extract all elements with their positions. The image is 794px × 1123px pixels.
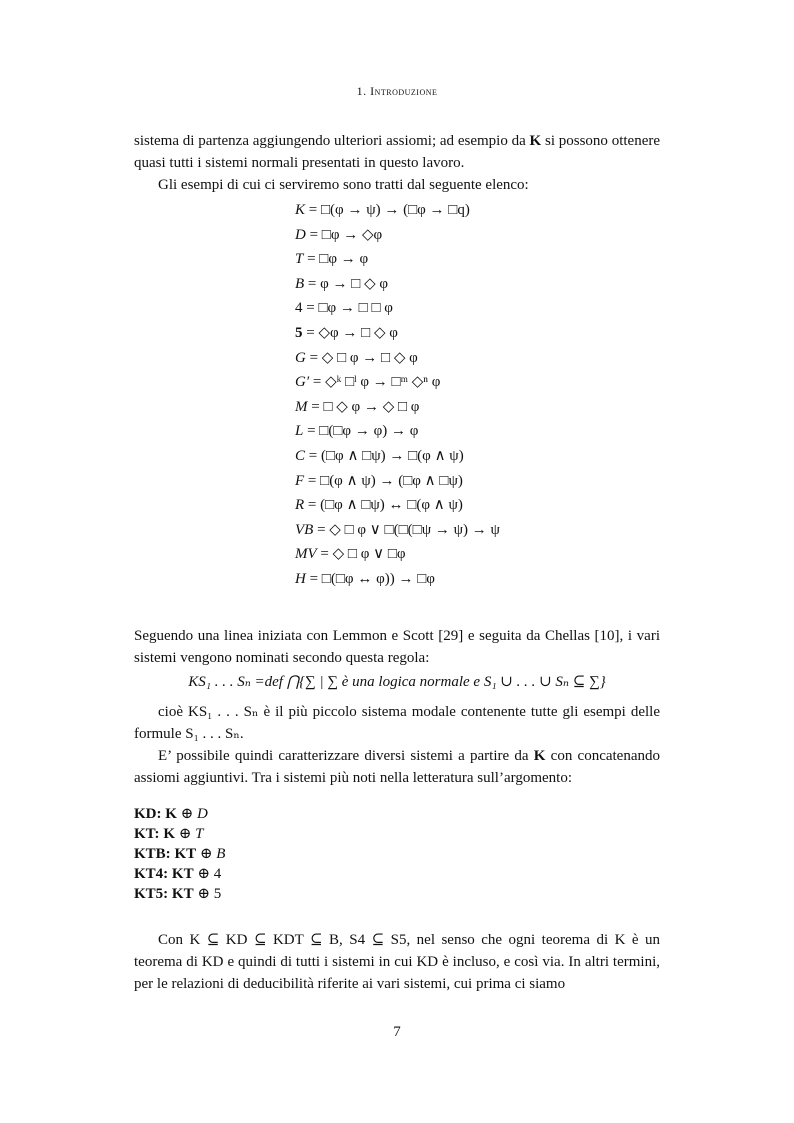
system-op: ⊕ (174, 826, 196, 842)
system-axiom: B (216, 846, 226, 862)
axiom-formula: = □(φ ∧ ψ) → (□φ ∧ □ψ) (304, 472, 463, 489)
axiom-name: 5 (295, 324, 303, 341)
axiom-name: VB (295, 521, 314, 538)
system-row (134, 844, 225, 864)
para5-after: con concatenando assiomi aggiuntivi. Tra i sistemi più noti nella letteratura sull’argomento: (134, 748, 660, 786)
para3-text: Seguendo una linea iniziata con Lemmon e Scott [29] e seguita da Chellas [10], i vari sistemi vengono nominati secondo questa regola: (134, 628, 660, 666)
axiom-name: K (295, 202, 306, 218)
system-base: KT (171, 886, 194, 902)
system-axiom: 5 (213, 886, 222, 902)
axiom-row (295, 518, 500, 543)
paragraph-3 (134, 625, 660, 669)
axiom-row (295, 567, 500, 592)
system-base: KT (171, 866, 194, 882)
axiom-row (295, 419, 500, 444)
system-op: ⊕ (176, 806, 197, 822)
paragraph-2 (134, 174, 660, 196)
axiom-row (295, 223, 500, 248)
axiom-list (295, 198, 500, 592)
system-axiom: T (195, 826, 204, 842)
axiom-row (295, 444, 500, 469)
paragraph-6 (134, 929, 660, 995)
para5-bold: K (533, 748, 546, 764)
axiom-row (295, 346, 500, 371)
system-base: KT (174, 846, 197, 862)
axiom-formula: = ◇ᵏ □ˡ φ → □ᵐ ◇ⁿ φ (309, 374, 441, 391)
system-label: KT: (134, 826, 160, 842)
system-row (134, 884, 225, 904)
running-header: 1. Introduzione (356, 84, 438, 98)
paragraph-5 (134, 745, 660, 789)
axiom-row (295, 272, 500, 297)
systems-list (134, 804, 225, 904)
axiom-formula: = (□φ ∧ □ψ) ↔ □(φ ∧ ψ) (304, 497, 463, 514)
paragraph-1 (134, 130, 660, 174)
axiom-formula: = □(□φ ↔ φ)) → □φ (305, 570, 435, 587)
system-label: KT4: (134, 866, 169, 882)
system-row (134, 824, 225, 844)
axiom-name: T (295, 251, 304, 268)
paragraph-4 (134, 701, 660, 745)
system-op: ⊕ (193, 866, 214, 882)
system-axiom: D (197, 806, 208, 822)
axiom-formula: = □φ → ◇φ (305, 226, 383, 243)
system-row (134, 804, 225, 824)
axiom-name: G (295, 349, 306, 366)
system-label: KTB: (134, 846, 171, 862)
para1-after: si possono ottenere quasi tutti i sistemi normali presentati in questo lavoro. (134, 133, 661, 171)
system-op: ⊕ (193, 886, 214, 902)
para1-before: sistema di partenza aggiungendo ulteriori assiomi; ad esempio da (134, 133, 530, 149)
axiom-row (295, 493, 500, 518)
axiom-name: F (295, 472, 305, 489)
axiom-formula: = □φ → □ □ φ (302, 300, 393, 317)
axiom-name: 4 (295, 300, 303, 317)
axiom-name: M (295, 398, 308, 415)
axiom-formula: = ◇ □ φ ∨ □(□(□ψ → ψ) → ψ (313, 521, 500, 538)
axiom-formula: = ◇ □ φ → □ ◇ φ (305, 349, 418, 366)
axiom-name: L (295, 423, 304, 440)
axiom-name: MV (295, 546, 317, 563)
page-number: 7 (393, 1024, 401, 1040)
axiom-formula: = □ ◇ φ → ◇ □ φ (307, 398, 420, 415)
system-axiom: 4 (213, 866, 222, 882)
axiom-row (295, 296, 500, 321)
axiom-formula: = φ → □ ◇ φ (304, 275, 389, 292)
axiom-row (295, 198, 500, 223)
system-base: K (165, 806, 177, 822)
axiom-name: D (295, 226, 306, 243)
para5-before: E’ possibile quindi caratterizzare diversi sistemi a partire da (158, 748, 534, 764)
system-op: ⊕ (196, 846, 217, 862)
axiom-formula: = □(φ → ψ) → (□φ → □q) (305, 202, 470, 218)
axiom-name: G′ (295, 374, 310, 391)
axiom-formula: = ◇φ → □ ◇ φ (302, 324, 398, 341)
definition-formula: KS₁ . . . Sₙ =def ⋂{∑ | ∑ è una logica normale e S₁ ∪ . . . ∪ Sₙ ⊆ ∑} (188, 674, 606, 690)
system-row (134, 864, 225, 884)
para1-bold: K (529, 133, 542, 149)
axiom-row (295, 370, 500, 395)
axiom-row (295, 395, 500, 420)
axiom-row (295, 247, 500, 272)
axiom-formula: = (□φ ∧ □ψ) → □(φ ∧ ψ) (305, 447, 464, 464)
axiom-row (295, 542, 500, 567)
axiom-name: H (295, 570, 306, 587)
para2-text: Gli esempi di cui ci serviremo sono tratti dal seguente elenco: (158, 177, 529, 193)
axiom-formula: = □φ → φ (303, 251, 369, 268)
axiom-formula: = □(□φ → φ) → φ (303, 423, 419, 440)
axiom-name: B (295, 275, 305, 292)
system-base: K (163, 826, 175, 842)
axiom-name: R (295, 497, 305, 514)
axiom-row (295, 321, 500, 346)
para6-text: Con K ⊆ KD ⊆ KDT ⊆ B, S4 ⊆ S5, nel senso che ogni teorema di K è un teorema di KD e quindi di tutti i sistemi in cui KD è incluso, e così via. In altri termini, per le relazioni di deducibilità riferite ai vari sistemi, cui prima ci siamo (134, 932, 660, 992)
system-label: KT5: (134, 886, 169, 902)
axiom-name: C (295, 447, 306, 464)
axiom-row (295, 469, 500, 494)
system-label: KD: (134, 806, 162, 822)
axiom-formula: = ◇ □ φ ∨ □φ (316, 546, 406, 563)
para4-text: cioè KS₁ . . . Sₙ è il più piccolo sistema modale contenente tutte gli esempi delle formule S₁ . . . Sₙ. (134, 704, 660, 742)
